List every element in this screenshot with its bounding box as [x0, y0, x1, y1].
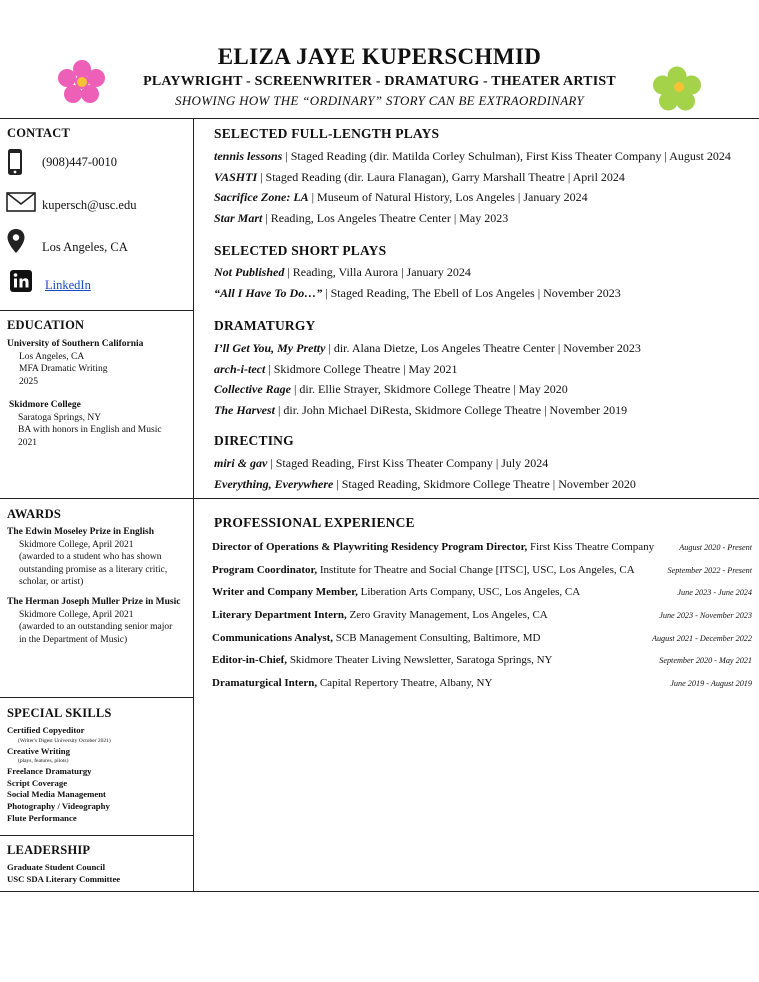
sidebar-rule-skills	[0, 835, 194, 836]
sidebar-rule-awards	[0, 697, 194, 698]
award-line: Skidmore College, April 2021	[19, 539, 134, 550]
dramaturgy-heading: DRAMATURGY	[214, 318, 316, 333]
location-pin-icon	[6, 228, 26, 254]
experience-list	[212, 541, 752, 700]
experience-entry: Director of Operations & Playwriting Residency Program Director, First Kiss Theatre Company August 2020 - Present	[212, 541, 752, 553]
award-name: The Edwin Moseley Prize in English	[7, 527, 154, 537]
directing-entry: miri & gav | Staged Reading, First Kiss Theater Company | July 2024	[214, 456, 549, 470]
dramaturgy-entry: arch-i-tect | Skidmore College Theatre | May 2021	[214, 361, 458, 376]
play-entry: VASHTI | Staged Reading (dir. Laura Flanagan), Garry Marshall Theatre | April 2024	[214, 169, 625, 184]
tagline: SHOWING HOW THE “ORDINARY” STORY CAN BE EXTRAORDINARY	[175, 93, 584, 108]
award-line: (awarded to an outstanding senior major	[19, 622, 173, 632]
contact-phone	[6, 148, 191, 174]
email-address[interactable]: kupersch@usc.edu	[42, 198, 137, 212]
award-line: (awarded to a student who has shown	[19, 552, 162, 562]
experience-entry: Writer and Company Member, Liberation Arts Company, USC, Los Angeles, CA June 2023 - June 2024	[212, 586, 752, 599]
experience-entry: Dramaturgical Intern, Capital Repertory Theatre, Albany, NY June 2019 - August 2019	[212, 677, 752, 690]
experience-entry: Program Coordinator, Institute for Theatre and Social Change [ITSC], USC, Los Angeles, CA September 2022 - Present	[212, 563, 752, 576]
school-location: Los Angeles, CA	[19, 351, 85, 362]
dramaturgy-list	[214, 338, 756, 420]
directing-list	[214, 453, 756, 494]
education-heading: EDUCATION	[7, 318, 85, 332]
skill-item: Photography / Videography	[7, 800, 110, 811]
play-entry: “All I Have To Do…” | Staged Reading, The Ebell of Los Angeles | November 2023	[214, 285, 621, 300]
school-degree: BA with honors in English and Music	[18, 425, 162, 435]
full-length-list	[214, 146, 756, 228]
main-rule-experience	[193, 498, 759, 499]
header-rule	[0, 118, 759, 119]
contact-location	[6, 228, 191, 254]
leadership-heading: LEADERSHIP	[7, 843, 91, 857]
play-entry: tennis lessons | Staged Reading (dir. Matilda Corley Schulman), First Kiss Theater Company | August 2024	[214, 149, 731, 163]
skill-note: (plays, features, pilots)	[18, 758, 69, 765]
skill-note: (Writer's Digest University October 2021)	[18, 737, 111, 744]
location-text: Los Angeles, CA	[42, 240, 128, 254]
skill-item: Social Media Management	[7, 789, 106, 800]
contact-email	[6, 192, 191, 218]
experience-entry: Communications Analyst, SCB Management Consulting, Baltimore, MD August 2021 - December 2022	[212, 631, 752, 644]
awards-heading: AWARDS	[7, 507, 61, 521]
professional-titles: PLAYWRIGHT - SCREENWRITER - DRAMATURG - THEATER ARTIST	[143, 74, 616, 89]
skill-item: Certified Copyeditor	[7, 725, 85, 735]
short-plays-list	[214, 262, 756, 303]
leadership-item: USC SDA Literary Committee	[7, 873, 121, 884]
play-entry: Not Published | Reading, Villa Aurora | January 2024	[214, 265, 471, 279]
award-line: outstanding promise as a literary critic,	[19, 564, 168, 575]
play-entry: Sacrifice Zone: LA | Museum of Natural History, Los Angeles | January 2024	[214, 190, 588, 204]
play-entry: Star Mart | Reading, Los Angeles Theatre Center | May 2023	[214, 210, 509, 225]
education-usc	[7, 338, 193, 388]
sidebar-rule-contact	[0, 310, 194, 311]
award-line: in the Department of Music)	[19, 634, 128, 645]
phone-number: (908)447-0010	[42, 155, 117, 169]
dramaturgy-entry: I’ll Get You, My Pretty | dir. Alana Dietze, Los Angeles Theatre Center | November 2023	[214, 341, 641, 355]
skill-item: Flute Performance	[7, 812, 77, 823]
award-muller	[7, 596, 193, 646]
school-name: University of Southern California	[7, 339, 144, 349]
mail-icon	[6, 192, 36, 212]
experience-entry: Literary Department Intern, Zero Gravity Management, Los Angeles, CA June 2023 - November 2023	[212, 609, 752, 622]
full-length-heading: SELECTED FULL-LENGTH PLAYS	[214, 126, 440, 141]
phone-icon	[6, 148, 24, 176]
linkedin-link[interactable]: LinkedIn	[45, 278, 91, 292]
skill-item: Freelance Dramaturgy	[7, 766, 92, 777]
candidate-name: ELIZA JAYE KUPERSCHMID	[217, 44, 542, 69]
skill-item: Creative Writing	[7, 745, 70, 756]
directing-entry: Everything, Everywhere | Staged Reading, Skidmore College Theatre | November 2020	[214, 476, 636, 491]
skills-list	[7, 725, 193, 824]
dramaturgy-entry: Collective Rage | dir. Ellie Strayer, Skidmore College Theatre | May 2020	[214, 382, 568, 396]
short-plays-heading: SELECTED SHORT PLAYS	[214, 243, 387, 258]
leadership-item: Graduate Student Council	[7, 862, 105, 872]
experience-heading: PROFESSIONAL EXPERIENCE	[214, 515, 415, 530]
contact-heading: CONTACT	[7, 126, 70, 140]
school-location: Saratoga Springs, NY	[18, 412, 102, 423]
directing-heading: DIRECTING	[214, 433, 294, 448]
education-skidmore	[9, 399, 195, 449]
award-line: scholar, or artist)	[19, 577, 84, 587]
resume-header	[0, 0, 759, 118]
skill-item: Script Coverage	[7, 777, 68, 788]
dramaturgy-entry: The Harvest | dir. John Michael DiResta, Skidmore College Theatre | November 2019	[214, 402, 628, 417]
award-line: Skidmore College, April 2021	[19, 609, 134, 620]
school-name: Skidmore College	[9, 400, 81, 410]
linkedin-icon[interactable]	[10, 270, 32, 292]
contact-linkedin[interactable]	[6, 270, 191, 296]
sidebar-rule-education	[0, 498, 194, 499]
school-year: 2021	[18, 437, 37, 448]
sidebar-divider	[193, 118, 194, 892]
skills-heading: SPECIAL SKILLS	[7, 706, 112, 720]
award-name: The Herman Joseph Muller Prize in Music	[7, 597, 181, 607]
leadership-list	[7, 862, 193, 885]
award-moseley	[7, 526, 193, 589]
bottom-rule	[0, 891, 759, 892]
experience-entry: Editor-in-Chief, Skidmore Theater Living Newsletter, Saratoga Springs, NY September 2020 - May 2021	[212, 654, 752, 667]
school-degree: MFA Dramatic Writing	[19, 364, 108, 374]
school-year: 2025	[19, 376, 38, 387]
